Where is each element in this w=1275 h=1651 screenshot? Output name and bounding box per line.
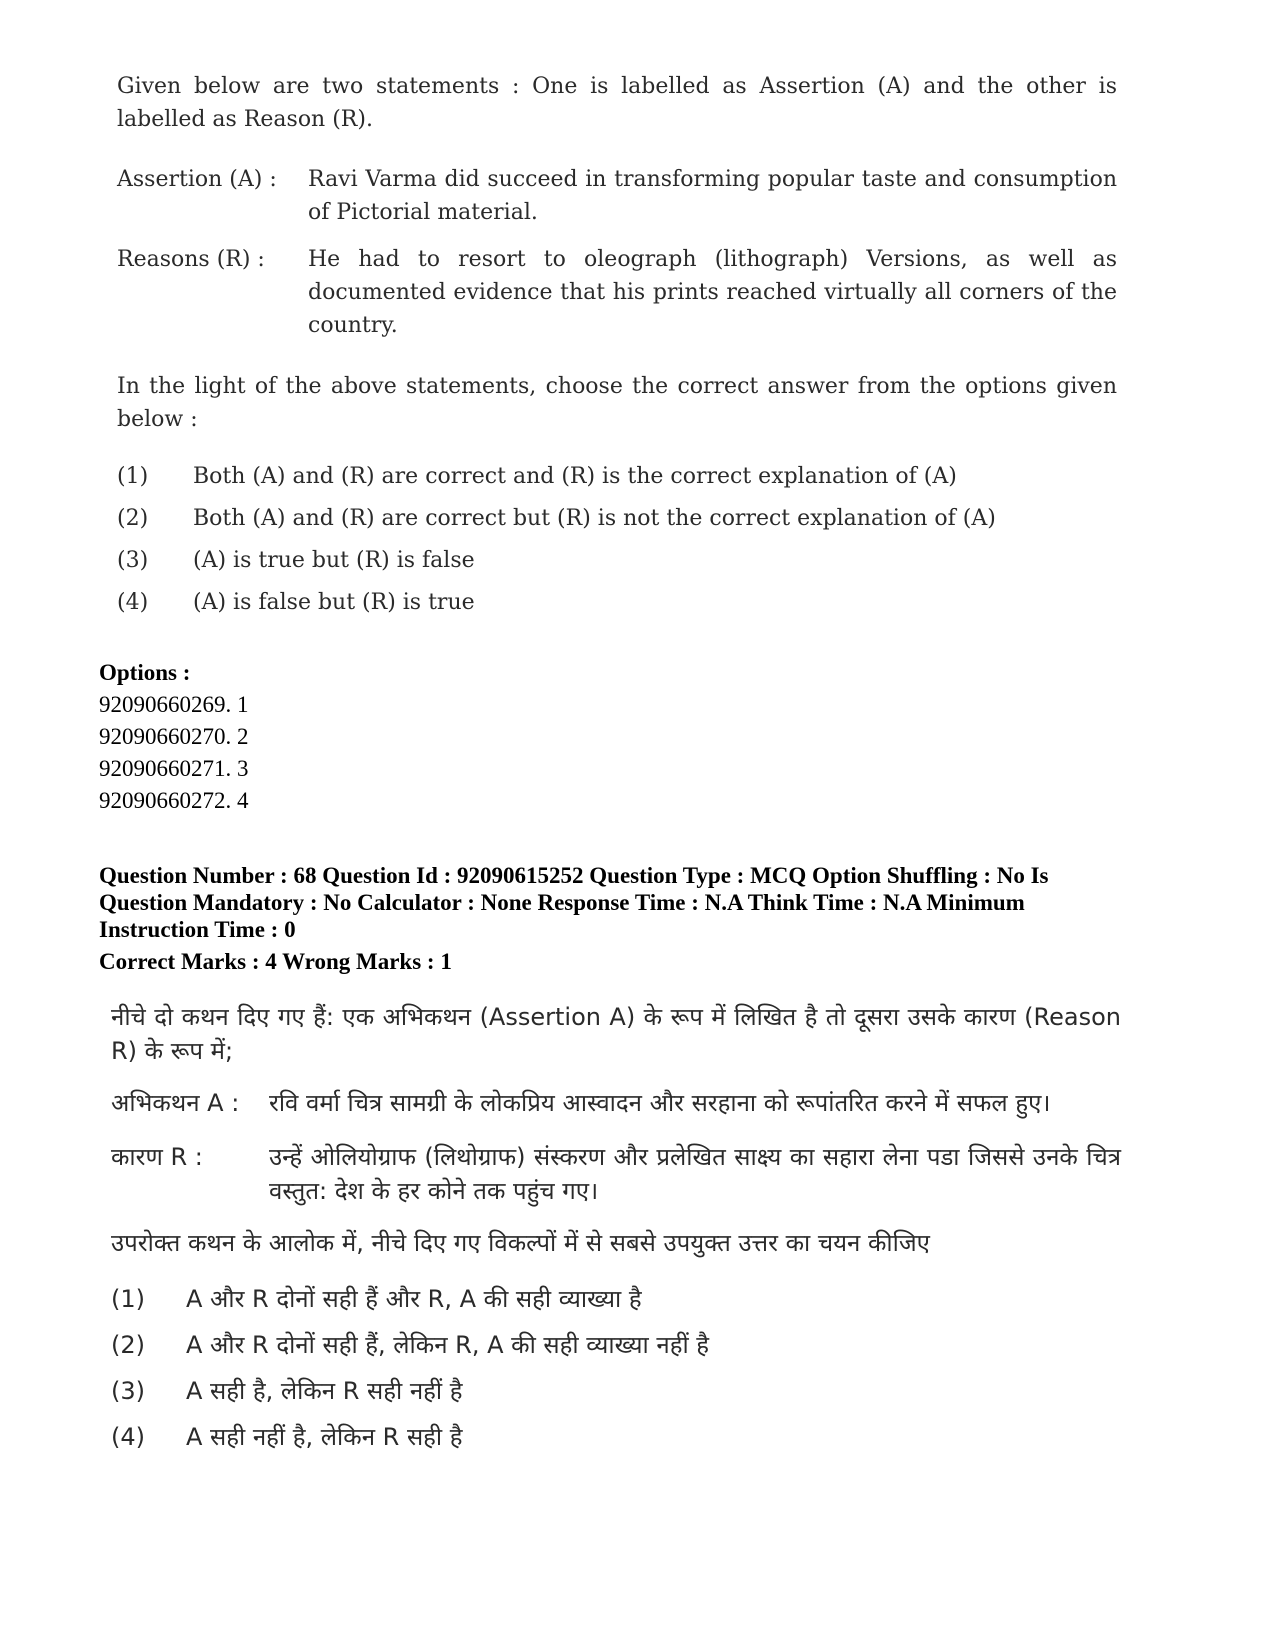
choice-number: (3)	[111, 1377, 145, 1405]
answer-choice	[117, 456, 1117, 498]
answer-choices	[117, 456, 1117, 624]
assertion-text: Ravi Varma did succeed in transforming popular taste and consumption of Pictorial material.	[308, 167, 1117, 225]
choice-number: (1)	[117, 464, 149, 489]
choice-number: (1)	[111, 1285, 145, 1313]
hindi-assertion-label: अभिकथन A :	[111, 1089, 240, 1117]
choice-number: (3)	[117, 548, 149, 573]
question-meta	[99, 862, 1179, 975]
choice-number: (4)	[117, 590, 149, 615]
choice-text: A और R दोनों सही हैं और R, A की सही व्याख्या है	[186, 1285, 642, 1313]
hindi-instruction: उपरोक्त कथन के आलोक में, नीचे दिए गए विकल्पों में से सबसे उपयुक्त उत्तर का चयन कीजिए	[111, 1229, 930, 1257]
hindi-answer-choice	[111, 1322, 1121, 1368]
answer-choice	[117, 540, 1117, 582]
options-heading: Options :	[99, 660, 191, 685]
choice-number: (2)	[111, 1331, 145, 1359]
option-id: 92090660270. 2	[99, 724, 249, 749]
marks-line: Correct Marks : 4 Wrong Marks : 1	[99, 949, 452, 974]
choice-text: Both (A) and (R) are correct and (R) is the correct explanation of (A)	[193, 464, 957, 489]
choice-text: A सही है, लेकिन R सही नहीं है	[186, 1377, 463, 1405]
choice-text: A सही नहीं है, लेकिन R सही है	[186, 1423, 463, 1451]
meta-line: Instruction Time : 0	[99, 917, 296, 942]
choice-number: (4)	[111, 1423, 145, 1451]
reason-label: Reasons (R) :	[117, 247, 265, 272]
hindi-answer-choices	[111, 1276, 1121, 1460]
choice-number: (2)	[117, 506, 149, 531]
assertion-statement	[117, 163, 1117, 229]
choice-text: Both (A) and (R) are correct but (R) is not the correct explanation of (A)	[193, 506, 996, 531]
hindi-answer-choice	[111, 1368, 1121, 1414]
choice-text: (A) is false but (R) is true	[193, 590, 475, 615]
answer-choice	[117, 498, 1117, 540]
hindi-reason-text: उन्हें ओलियोग्राफ (लिथोग्राफ) संस्करण और प्रलेखित साक्ष्य का सहारा लेना पडा जिससे उनके चित्र वस्तुत: देश के हर कोने तक पहुंच गए।	[269, 1143, 1121, 1205]
hindi-reason	[111, 1140, 1121, 1208]
assertion-label: Assertion (A) :	[117, 167, 277, 192]
hindi-assertion	[111, 1086, 1121, 1120]
choice-text: A और R दोनों सही हैं, लेकिन R, A की सही व्याख्या नहीं है	[186, 1331, 710, 1359]
hindi-reason-label: कारण R :	[111, 1143, 203, 1171]
hindi-answer-choice	[111, 1414, 1121, 1460]
question-intro: Given below are two statements : One is labelled as Assertion (A) and the other is labelled as Reason (R).	[117, 74, 1117, 132]
options-block	[99, 657, 1179, 817]
option-id: 92090660271. 3	[99, 756, 249, 781]
meta-line: Question Mandatory : No Calculator : None Response Time : N.A Think Time : N.A Minimum	[99, 890, 1025, 915]
english-question-block	[117, 70, 1117, 624]
reason-statement	[117, 243, 1117, 342]
choice-text: (A) is true but (R) is false	[193, 548, 475, 573]
answer-choice	[117, 582, 1117, 624]
question-instruction: In the light of the above statements, choose the correct answer from the options given below :	[117, 374, 1117, 432]
reason-text: He had to resort to oleograph (lithograph) Versions, as well as documented evidence that his prints reached virtually all corners of the country.	[308, 247, 1117, 338]
hindi-intro: नीचे दो कथन दिए गए हैं: एक अभिकथन (Assertion A) के रूप में लिखित है तो दूसरा उसके कारण (Reason R) के रूप में;	[111, 1003, 1121, 1065]
hindi-answer-choice	[111, 1276, 1121, 1322]
option-id: 92090660272. 4	[99, 788, 249, 813]
option-id: 92090660269. 1	[99, 692, 249, 717]
meta-line: Question Number : 68 Question Id : 92090615252 Question Type : MCQ Option Shuffling : No Is	[99, 863, 1049, 888]
hindi-question-block	[111, 1000, 1121, 1460]
hindi-assertion-text: रवि वर्मा चित्र सामग्री के लोकप्रिय आस्वादन और सरहाना को रूपांतरित करने में सफल हुए।	[269, 1089, 1051, 1117]
